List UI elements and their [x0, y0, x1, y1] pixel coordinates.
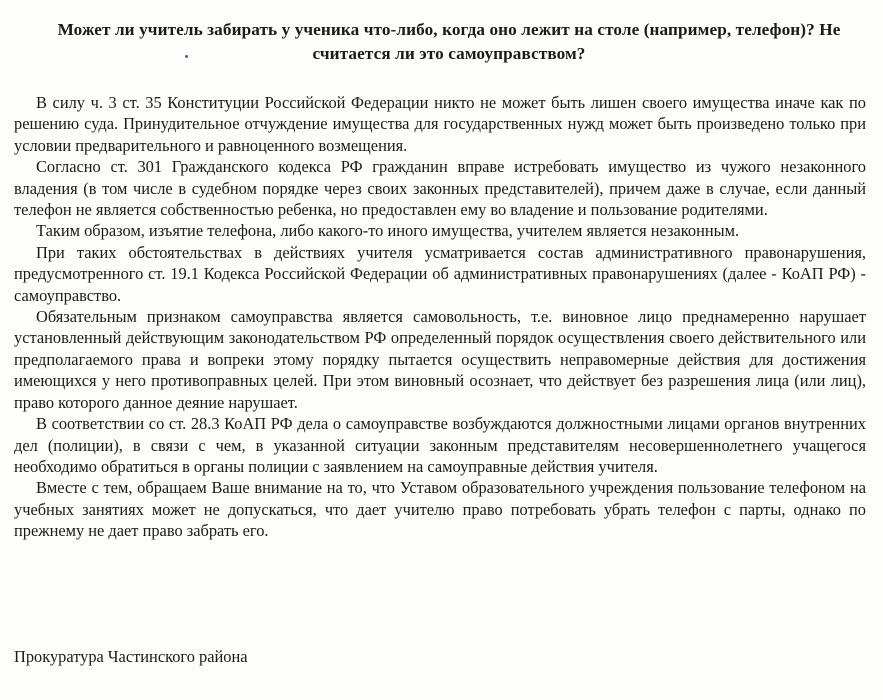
- document-title: Может ли учитель забирать у ученика что-либо, когда оно лежит на столе (например, телефон)? Не считается ли это самоуправством?: [57, 20, 841, 63]
- paragraph-3: Таким образом, изъятие телефона, либо какого-то иного имущества, учителем является незаконным.: [36, 221, 740, 241]
- paragraph-7: Вместе с тем, обращаем Ваше внимание на то, что Уставом образовательного учреждения пользование телефоном на учебных занятиях может не допускаться, что дает учителю право потребовать убрать телефон с парты, однако по прежнему не дает право забрать его.: [14, 478, 866, 541]
- document-body: [14, 92, 866, 542]
- paragraph-2: Согласно ст. 301 Гражданского кодекса РФ гражданин вправе истребовать имущество из чужого незаконного владения (в том числе в судебном порядке через своих законных представителей), причем даже в случае, если данный телефон не является собственностью ребенка, но предоставлен ему во владение и пользование родителями.: [14, 157, 866, 220]
- paragraph-4: При таких обстоятельствах в действиях учителя усматривается состав административного правонарушения, предусмотренного ст. 19.1 Кодекса Российской Федерации об административных правонарушениях (далее - КоАП РФ) - самоуправство.: [14, 242, 866, 305]
- signature: Прокуратура Частинского района: [14, 647, 248, 666]
- paragraph-1: В силу ч. 3 ст. 35 Конституции Российской Федерации никто не может быть лишен своего имущества иначе как по решению суда. Принудительное отчуждение имущества для государственных нужд может быть произведено только при условии предварительного и равноценного возмещения.: [14, 93, 866, 155]
- red-speck: [185, 55, 188, 58]
- paragraph-6: В соответствии со ст. 28.3 КоАП РФ дела о самоуправстве возбуждаются должностными лицами органов внутренних дел (полиции), в связи с чем, в указанной ситуации законным представителям несовершеннолетнего учащегося необходимо обратиться в органы полиции с заявлением на самоуправные действия учителя.: [14, 414, 866, 476]
- paragraph-5: Обязательным признаком самоуправства является самовольность, т.е. виновное лицо преднамеренно нарушает установленный действующим законодательством РФ определенный порядок осуществления своего действительного или предполагаемого права и вопреки этому порядку пытается осуществить неправомерные действия для достижения имеющихся у него противоправных целей. При этом виновный осознает, что действует без разрешения лица (или лиц), право которого данное деяние нарушает.: [14, 307, 866, 412]
